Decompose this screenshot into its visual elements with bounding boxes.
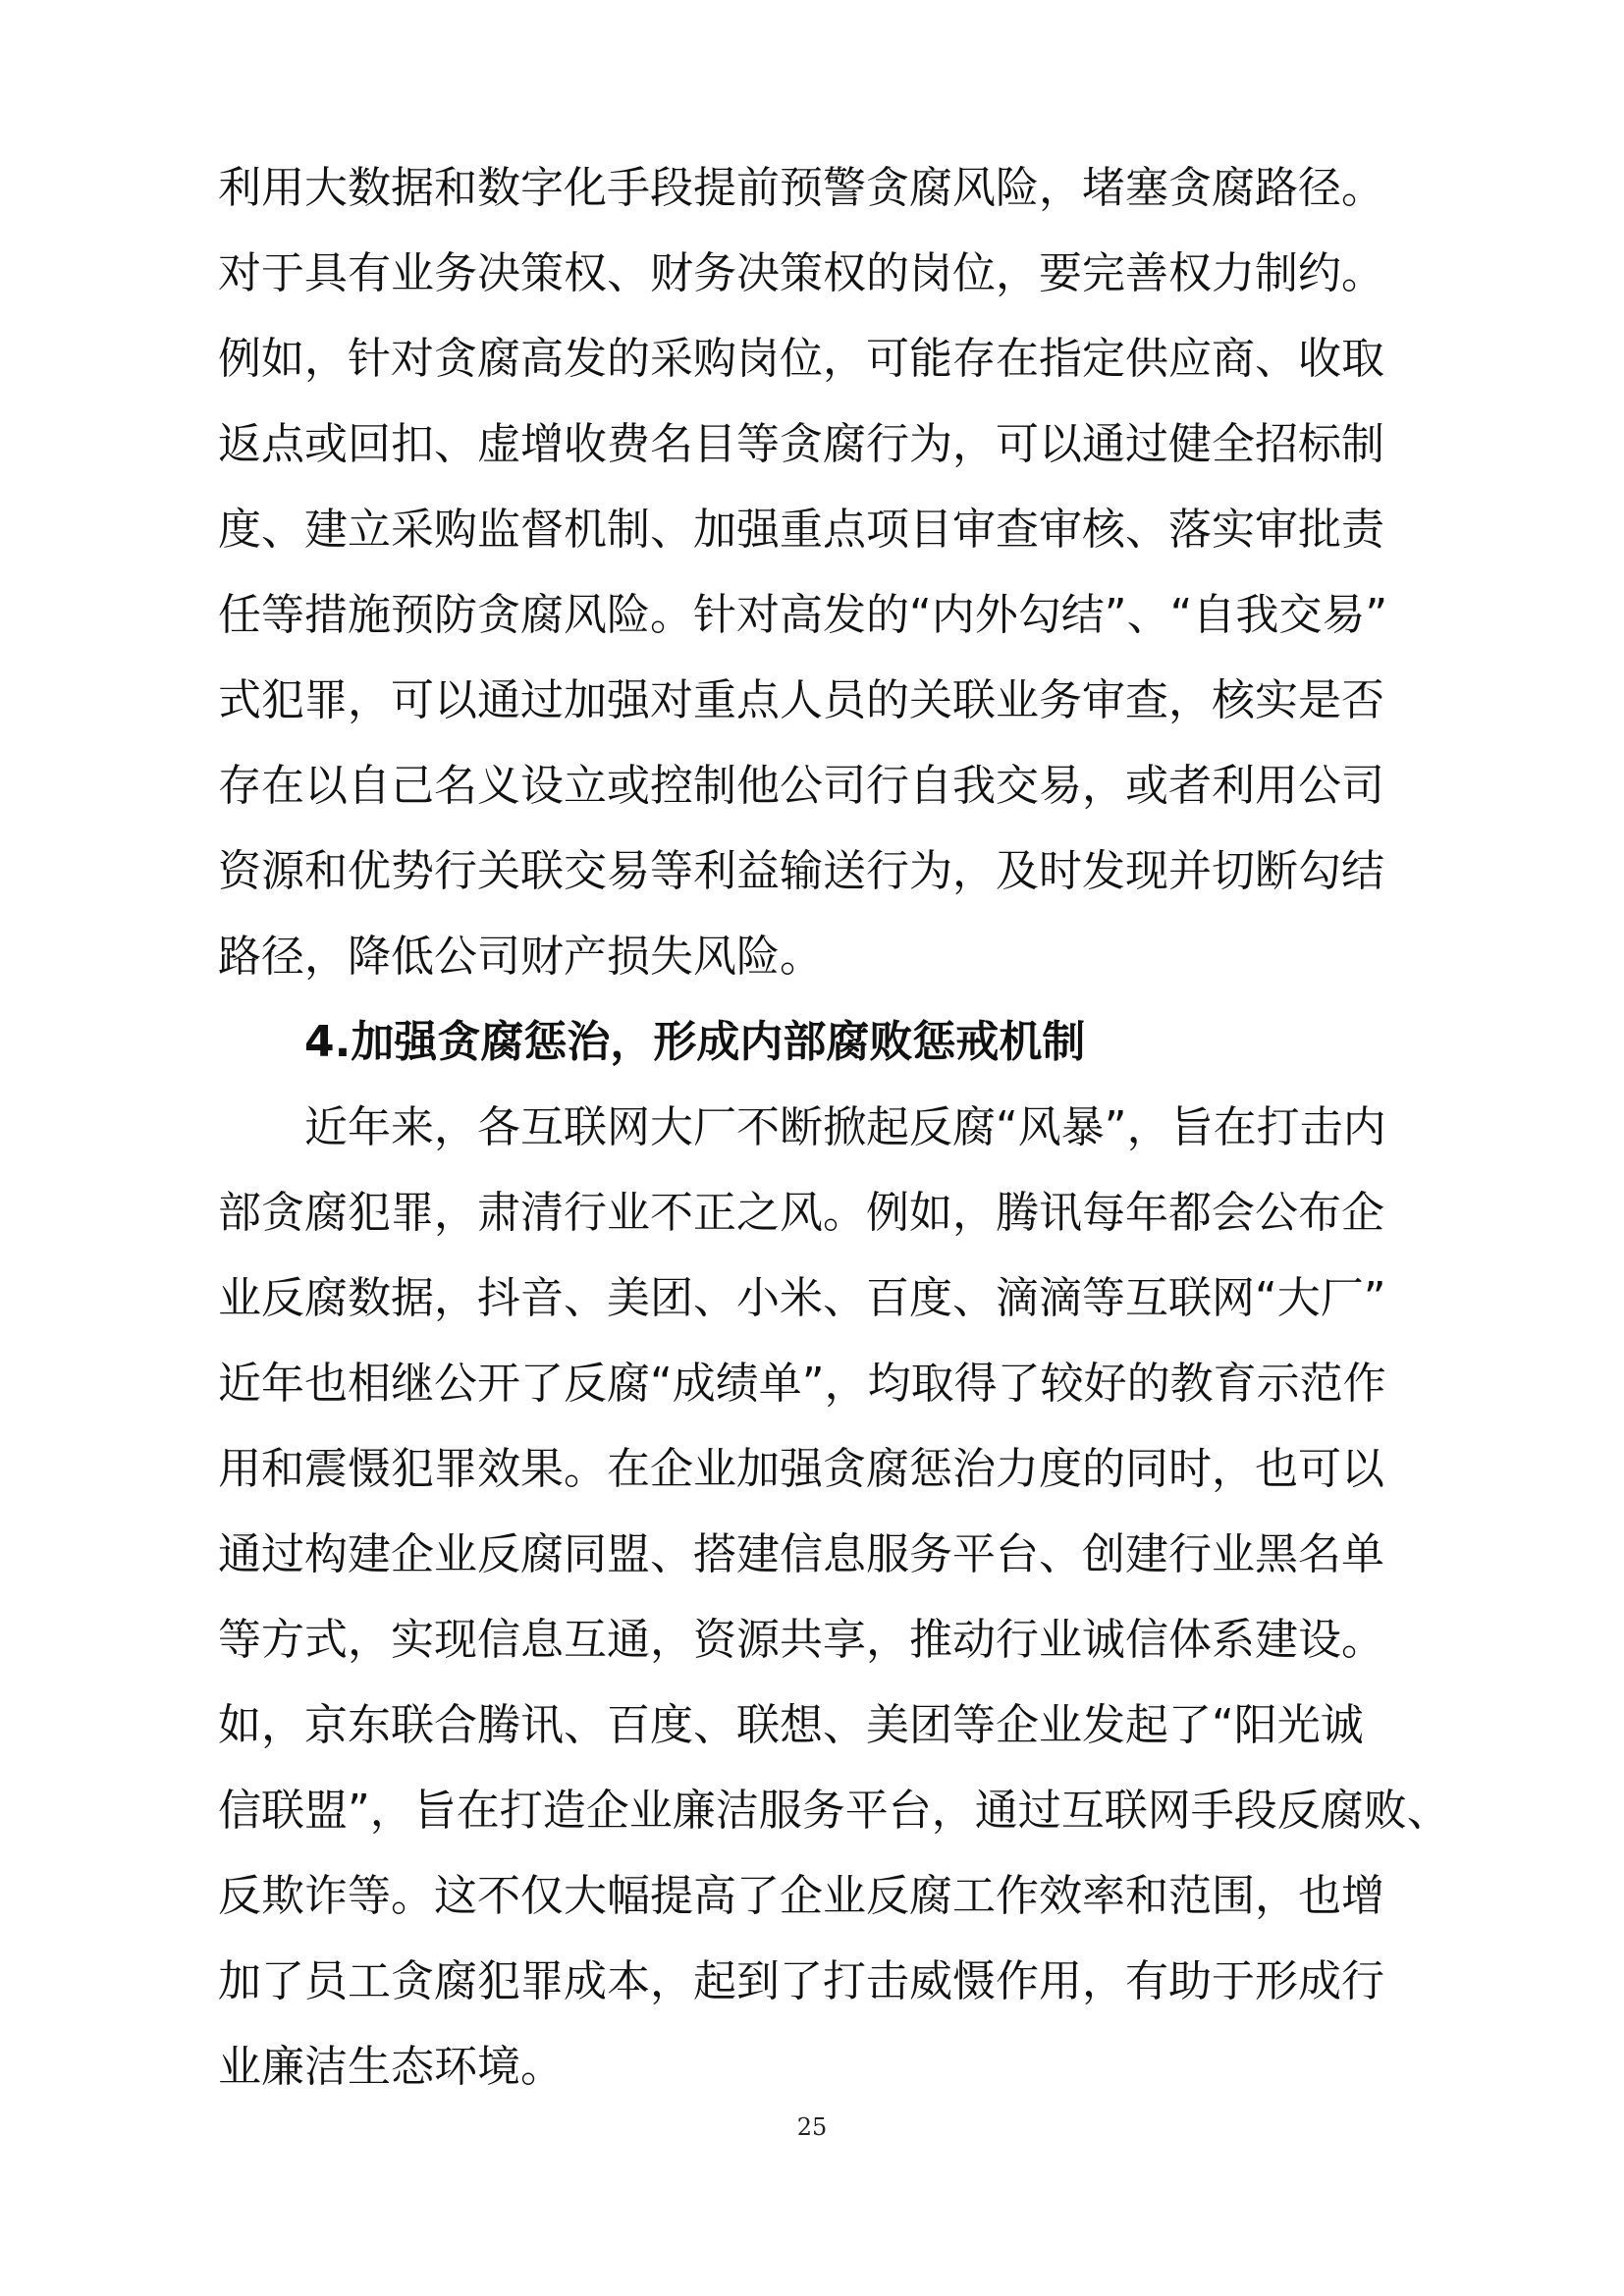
paragraph-line: 业反腐数据，抖音、美团、小米、百度、滴滴等互联网“大厂” (218, 1273, 1386, 1323)
section-heading: 4.加强贪腐惩治，形成内部腐败惩戒机制 (304, 1017, 1086, 1067)
paragraph-line: 用和震慑犯罪效果。在企业加强贪腐惩治力度的同时，也可以 (218, 1444, 1384, 1494)
paragraph-2 (218, 1085, 1450, 2109)
paragraph-line: 部贪腐犯罪，肃清行业不正之风。例如，腾讯每年都会公布企 (218, 1188, 1384, 1238)
paragraph-line: 近年来，各互联网大厂不断掀起反腐“风暴”，旨在打击内 (304, 1102, 1386, 1152)
paragraph-line: 利用大数据和数字化手段提前预警贪腐风险，堵塞贪腐路径。 (218, 163, 1384, 213)
paragraph-1 (218, 145, 1435, 999)
paragraph-line: 通过构建企业反腐同盟、搭建信息服务平台、创建行业黑名单 (218, 1529, 1384, 1579)
paragraph-line: 路径，降低公司财产损失风险。 (218, 932, 823, 982)
paragraph-line: 存在以自己名义设立或控制他公司行自我交易，或者利用公司 (218, 761, 1384, 811)
paragraph-line: 信联盟”，旨在打造企业廉洁服务平台，通过互联网手段反腐败、 (218, 1786, 1450, 1836)
body-text (218, 145, 1450, 2109)
page-number: 25 (796, 2113, 828, 2141)
paragraph-line: 如，京东联合腾讯、百度、联想、美团等企业发起了“阳光诚 (218, 1700, 1364, 1750)
paragraph-line: 近年也相继公开了反腐“成绩单”，均取得了较好的教育示范作 (218, 1359, 1386, 1409)
paragraph-line: 度、建立采购监督机制、加强重点项目审查审核、落实审批责 (218, 505, 1384, 555)
paragraph-line: 业廉洁生态环境。 (218, 2042, 564, 2092)
paragraph-line: 反欺诈等。这不仅大幅提高了企业反腐工作效率和范围，也增 (218, 1871, 1384, 1921)
paragraph-line: 对于具有业务决策权、财务决策权的岗位，要完善权力制约。 (218, 248, 1384, 298)
paragraph-line: 等方式，实现信息互通，资源共享，推动行业诚信体系建设。 (218, 1615, 1384, 1665)
paragraph-line: 资源和优势行关联交易等利益输送行为，及时发现并切断勾结 (218, 846, 1384, 896)
paragraph-line: 式犯罪，可以通过加强对重点人员的关联业务审查，核实是否 (218, 675, 1384, 725)
paragraph-line: 加了员工贪腐犯罪成本，起到了打击威慑作用，有助于形成行 (218, 1956, 1384, 2006)
paragraph-line: 返点或回扣、虚增收费名目等贪腐行为，可以通过健全招标制 (218, 419, 1384, 469)
paragraph-line: 例如，针对贪腐高发的采购岗位，可能存在指定供应商、收取 (218, 334, 1384, 384)
paragraph-line: 任等措施预防贪腐风险。针对高发的“内外勾结”、“自我交易” (218, 590, 1388, 640)
